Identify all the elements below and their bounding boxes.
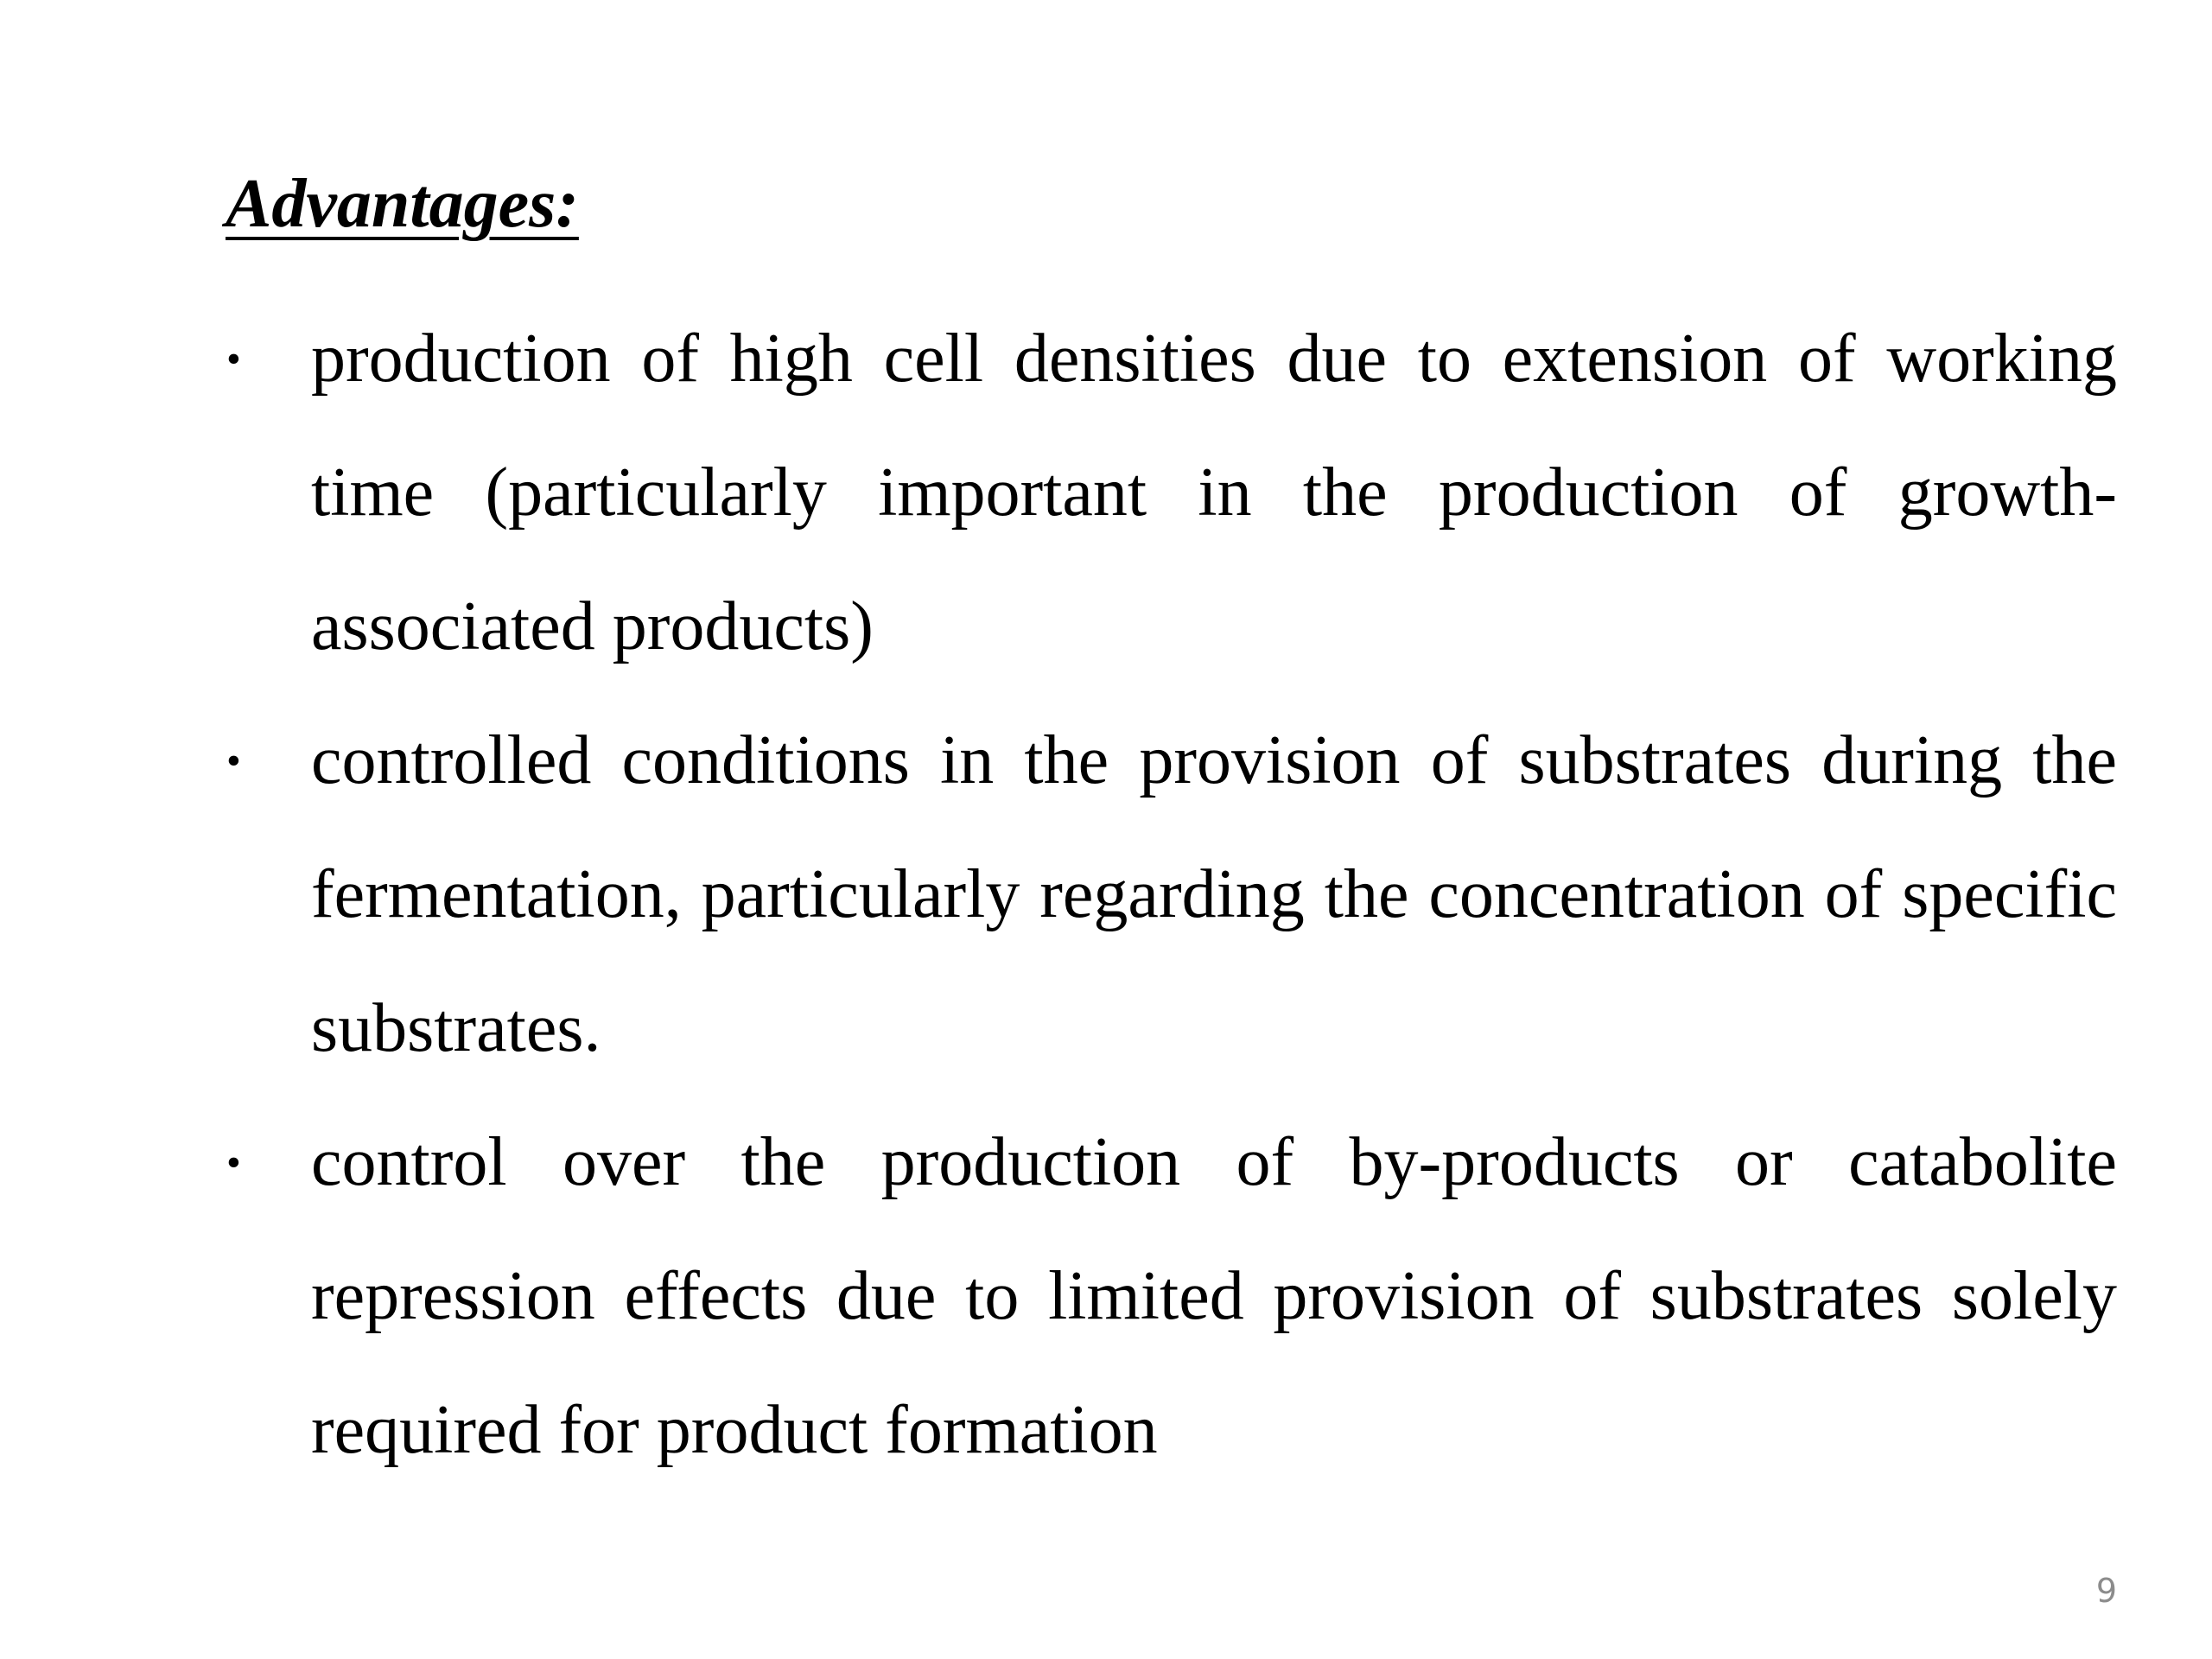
slide-heading: Advantages: [226, 166, 579, 242]
bullet-item [216, 1096, 2117, 1497]
bullet-text: controlled conditions in the provision of substrates during the fermentation, particularly regarding the concentration of specific substrates. [311, 722, 2117, 1066]
bullet-dot-icon: • [226, 1140, 241, 1185]
bullet-dot-icon: • [226, 738, 241, 784]
page-number: 9 [2095, 1572, 2117, 1610]
bullet-text: control over the production of by-products or catabolite repression effects due to limited provision of substrates solely required for product formation [311, 1124, 2117, 1468]
bullet-text: production of high cell densities due to extension of working time (particularly important in the production of growth-associated products) [311, 321, 2117, 664]
bullet-item [216, 292, 2117, 694]
bullet-item [216, 694, 2117, 1096]
bullet-dot-icon: • [226, 336, 241, 382]
bullet-list [216, 292, 2117, 1497]
